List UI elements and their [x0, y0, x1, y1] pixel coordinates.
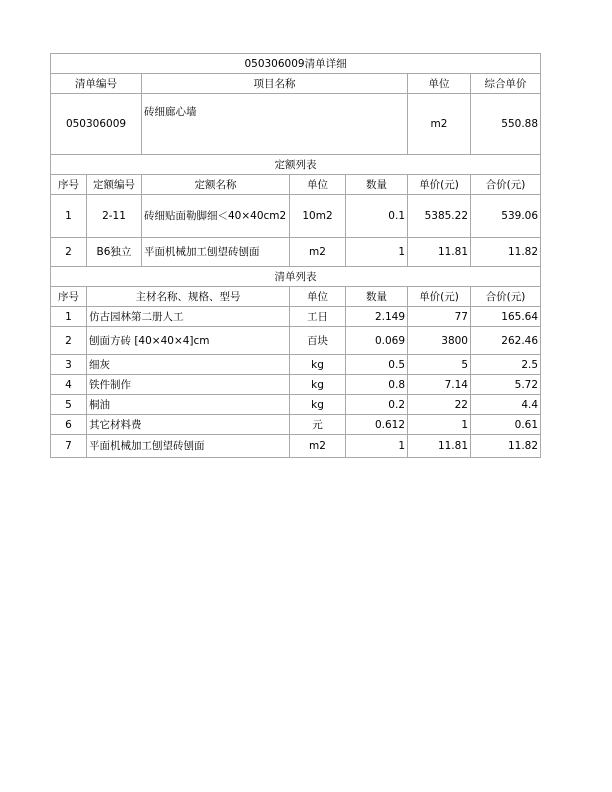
header-code-label: 清单编号 [51, 74, 142, 94]
quota-code: 2-11 [87, 195, 142, 238]
quota-row [51, 195, 541, 238]
quota-col-code: 定额编号 [87, 175, 142, 195]
material-qty: 0.612 [346, 415, 408, 435]
quota-section-title: 定额列表 [51, 155, 541, 175]
materials-section-title: 清单列表 [51, 267, 541, 287]
header-unit-label: 单位 [408, 74, 471, 94]
quota-seq: 1 [51, 195, 87, 238]
quota-qty: 0.1 [346, 195, 408, 238]
quota-row [51, 238, 541, 267]
material-unit: kg [290, 355, 346, 375]
quota-col-total: 合价(元) [471, 175, 541, 195]
materials-col-seq: 序号 [51, 287, 87, 307]
material-qty: 0.8 [346, 375, 408, 395]
material-seq: 6 [51, 415, 87, 435]
quota-name: 砖细贴面勒脚细＜40×40cm2 [142, 195, 290, 238]
material-qty: 2.149 [346, 307, 408, 327]
material-total: 0.61 [471, 415, 541, 435]
quota-col-name: 定额名称 [142, 175, 290, 195]
quota-total: 11.82 [471, 238, 541, 267]
material-seq: 4 [51, 375, 87, 395]
material-unit-price: 1 [408, 415, 471, 435]
material-row [51, 355, 541, 375]
material-seq: 5 [51, 395, 87, 415]
item-price: 550.88 [471, 94, 541, 155]
materials-col-unit: 单位 [290, 287, 346, 307]
material-name: 细灰 [87, 355, 290, 375]
material-unit: kg [290, 395, 346, 415]
bill-detail-table [50, 53, 541, 458]
quota-code: B6独立 [87, 238, 142, 267]
material-seq: 2 [51, 327, 87, 355]
material-name: 铁件制作 [87, 375, 290, 395]
material-qty: 1 [346, 435, 408, 458]
material-unit: 元 [290, 415, 346, 435]
material-name: 桐油 [87, 395, 290, 415]
material-unit-price: 11.81 [408, 435, 471, 458]
material-qty: 0.5 [346, 355, 408, 375]
material-row [51, 435, 541, 458]
item-code: 050306009 [51, 94, 142, 155]
quota-total: 539.06 [471, 195, 541, 238]
material-total: 2.5 [471, 355, 541, 375]
material-row [51, 375, 541, 395]
material-unit-price: 77 [408, 307, 471, 327]
material-unit: 百块 [290, 327, 346, 355]
material-row [51, 395, 541, 415]
material-unit-price: 7.14 [408, 375, 471, 395]
material-unit: m2 [290, 435, 346, 458]
quota-col-seq: 序号 [51, 175, 87, 195]
material-seq: 3 [51, 355, 87, 375]
quota-name: 平面机械加工刨望砖刨面 [142, 238, 290, 267]
material-name: 平面机械加工刨望砖刨面 [87, 435, 290, 458]
quota-qty: 1 [346, 238, 408, 267]
material-seq: 7 [51, 435, 87, 458]
materials-col-unit-price: 单价(元) [408, 287, 471, 307]
material-total: 5.72 [471, 375, 541, 395]
header-name-label: 项目名称 [142, 74, 408, 94]
material-total: 165.64 [471, 307, 541, 327]
material-row [51, 415, 541, 435]
material-total: 11.82 [471, 435, 541, 458]
quota-seq: 2 [51, 238, 87, 267]
material-unit: 工日 [290, 307, 346, 327]
material-row [51, 327, 541, 355]
material-unit-price: 22 [408, 395, 471, 415]
item-name: 砖细廊心墙 [142, 94, 408, 155]
header-price-label: 综合单价 [471, 74, 541, 94]
material-name: 刨面方砖 [40×40×4]cm [87, 327, 290, 355]
materials-col-qty: 数量 [346, 287, 408, 307]
quota-unit-price: 11.81 [408, 238, 471, 267]
table-title: 050306009清单详细 [51, 54, 541, 74]
material-qty: 0.2 [346, 395, 408, 415]
item-unit: m2 [408, 94, 471, 155]
material-unit: kg [290, 375, 346, 395]
material-unit-price: 5 [408, 355, 471, 375]
material-name: 其它材料费 [87, 415, 290, 435]
materials-col-total: 合价(元) [471, 287, 541, 307]
quota-col-unit: 单位 [290, 175, 346, 195]
material-seq: 1 [51, 307, 87, 327]
quota-col-unit-price: 单价(元) [408, 175, 471, 195]
quota-unit: 10m2 [290, 195, 346, 238]
material-qty: 0.069 [346, 327, 408, 355]
material-total: 262.46 [471, 327, 541, 355]
quota-unit: m2 [290, 238, 346, 267]
quota-unit-price: 5385.22 [408, 195, 471, 238]
material-name: 仿古园林第二册人工 [87, 307, 290, 327]
quota-col-qty: 数量 [346, 175, 408, 195]
materials-col-name: 主材名称、规格、型号 [87, 287, 290, 307]
material-row [51, 307, 541, 327]
material-unit-price: 3800 [408, 327, 471, 355]
material-total: 4.4 [471, 395, 541, 415]
